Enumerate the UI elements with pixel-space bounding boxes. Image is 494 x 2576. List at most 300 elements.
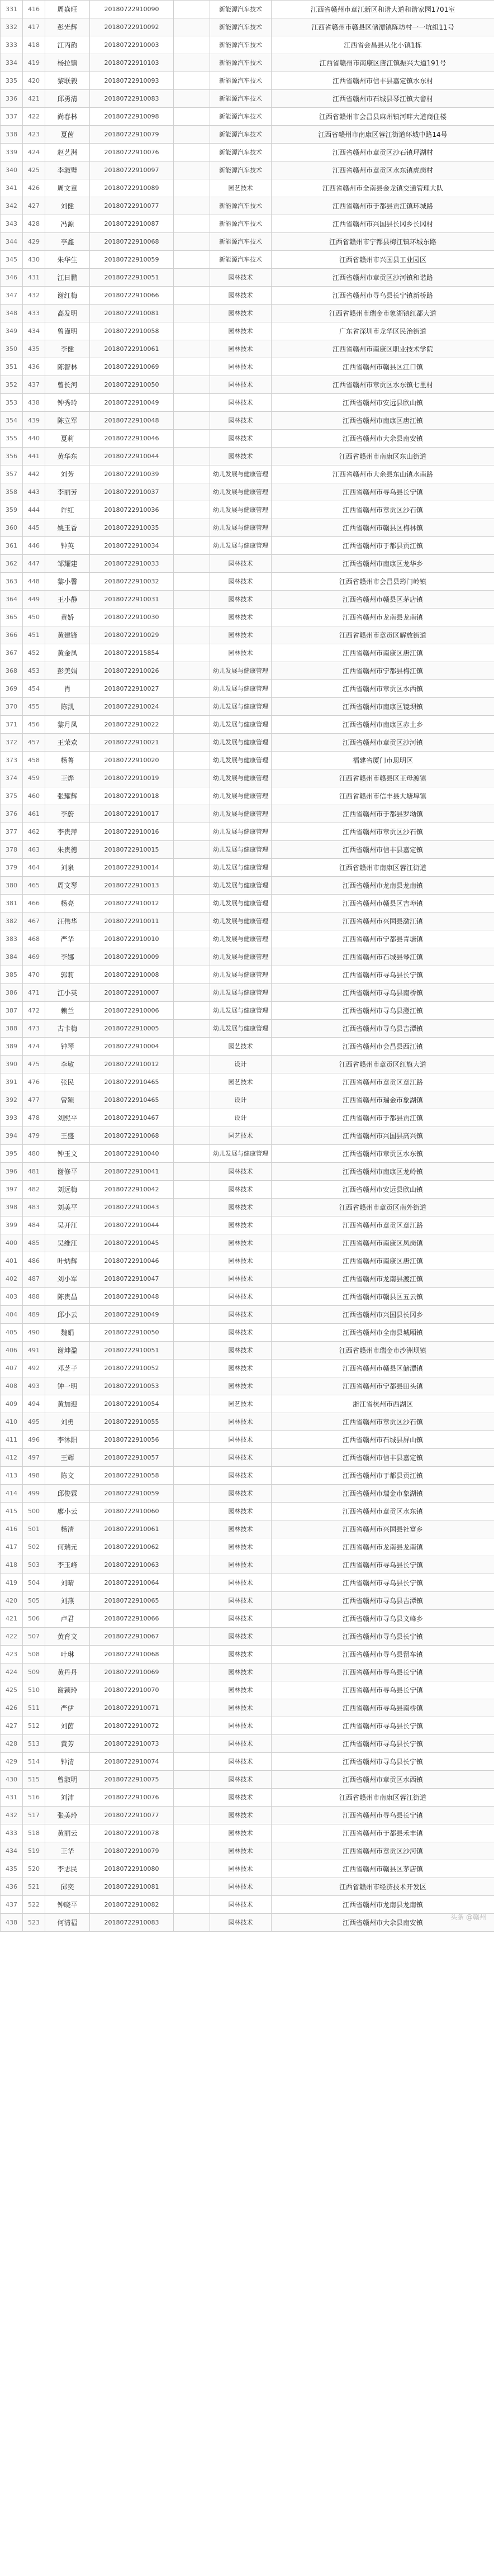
row-number: 432: [23, 287, 45, 305]
exam-subject: 园林技术: [210, 1485, 272, 1503]
candidate-name: 夏茵: [45, 126, 90, 144]
candidate-id: 20180722910103: [90, 54, 174, 72]
row-sequence: 354: [1, 412, 23, 430]
row-number: 460: [23, 787, 45, 805]
candidate-id: 20180722910048: [90, 1288, 174, 1306]
candidate-id: 20180722910022: [90, 716, 174, 734]
category: [174, 1556, 210, 1574]
table-row: [1, 1109, 494, 1127]
row-sequence: 370: [1, 698, 23, 716]
table-row: [1, 501, 494, 519]
table-row: [1, 1914, 494, 1932]
category: [174, 609, 210, 626]
candidate-id: 20180722910064: [90, 1574, 174, 1592]
category: [174, 1485, 210, 1503]
candidate-name: 李鑫: [45, 233, 90, 251]
row-sequence: 423: [1, 1646, 23, 1664]
candidate-name: 严伊: [45, 1699, 90, 1717]
candidate-id: 20180722910014: [90, 859, 174, 877]
candidate-address: 江西省赣州市寻乌县长宁镇: [272, 1556, 494, 1574]
roster-rows: [1, 1, 494, 1932]
table-row: [1, 430, 494, 448]
table-row: [1, 752, 494, 769]
candidate-address: 江西省赣州市信丰县嘉定镇水东村: [272, 72, 494, 90]
candidate-id: 20180722910035: [90, 519, 174, 537]
exam-subject: 幼儿发展与健康管理: [210, 662, 272, 680]
row-sequence: 403: [1, 1288, 23, 1306]
category: [174, 1216, 210, 1234]
table-row: [1, 1342, 494, 1360]
candidate-id: 20180722910465: [90, 1073, 174, 1091]
candidate-id: 20180722910030: [90, 609, 174, 626]
row-sequence: 432: [1, 1807, 23, 1824]
table-row: [1, 1306, 494, 1324]
candidate-name: 黄金凤: [45, 644, 90, 662]
candidate-address: 江西省赣州市瑞金市象湖镇红都大道: [272, 305, 494, 322]
candidate-name: 刘健: [45, 197, 90, 215]
table-row: [1, 1127, 494, 1145]
candidate-id: 20180722910081: [90, 305, 174, 322]
exam-subject: 园林技术: [210, 1199, 272, 1216]
row-number: 503: [23, 1556, 45, 1574]
candidate-id: 20180722910090: [90, 1, 174, 18]
table-row: [1, 197, 494, 215]
exam-subject: 园林技术: [210, 1646, 272, 1664]
exam-subject: 园林技术: [210, 1807, 272, 1824]
candidate-name: 陈立军: [45, 412, 90, 430]
exam-subject: 幼儿发展与健康管理: [210, 483, 272, 501]
exam-subject: 新能源汽车技术: [210, 161, 272, 179]
candidate-name: 邱奕: [45, 1878, 90, 1896]
candidate-name: 李健: [45, 340, 90, 358]
row-sequence: 401: [1, 1252, 23, 1270]
candidate-address: 江西省赣州市瑞金市象湖镇: [272, 1091, 494, 1109]
category: [174, 412, 210, 430]
candidate-address: 江西省赣州市章贡区沙石镇: [272, 823, 494, 841]
row-sequence: 422: [1, 1628, 23, 1646]
table-row: [1, 841, 494, 859]
category: [174, 108, 210, 126]
row-sequence: 433: [1, 1824, 23, 1842]
table-row: [1, 1753, 494, 1771]
row-sequence: 342: [1, 197, 23, 215]
category: [174, 1431, 210, 1449]
row-number: 514: [23, 1753, 45, 1771]
candidate-name: 李淑璧: [45, 161, 90, 179]
candidate-name: 王辉: [45, 1449, 90, 1467]
exam-subject: 园林技术: [210, 430, 272, 448]
row-number: 452: [23, 644, 45, 662]
candidate-name: 钟晓平: [45, 1896, 90, 1914]
table-row: [1, 36, 494, 54]
row-sequence: 362: [1, 555, 23, 573]
candidate-id: 20180722910060: [90, 1503, 174, 1520]
row-sequence: 398: [1, 1199, 23, 1216]
category: [174, 233, 210, 251]
row-number: 477: [23, 1091, 45, 1109]
candidate-name: 江丙韵: [45, 36, 90, 54]
category: [174, 1288, 210, 1306]
row-number: 479: [23, 1127, 45, 1145]
row-number: 491: [23, 1342, 45, 1360]
candidate-id: 20180722910042: [90, 1181, 174, 1199]
candidate-address: 江西省赣州市宁都县田头镇: [272, 1377, 494, 1395]
candidate-id: 20180722910083: [90, 90, 174, 108]
row-number: 478: [23, 1109, 45, 1127]
candidate-address: 江西省赣州市于都县贡江镇: [272, 1467, 494, 1485]
candidate-address: 江西省赣州市宁都县梅江镇: [272, 662, 494, 680]
candidate-address: 江西省赣州市章贡区水东镇: [272, 1145, 494, 1163]
row-number: 472: [23, 1002, 45, 1020]
row-sequence: 341: [1, 179, 23, 197]
row-sequence: 400: [1, 1234, 23, 1252]
table-row: [1, 179, 494, 197]
candidate-address: 江西省赣州市章贡区水东镇: [272, 1503, 494, 1520]
candidate-name: 杨亮: [45, 895, 90, 912]
category: [174, 144, 210, 161]
row-number: 462: [23, 823, 45, 841]
exam-subject: 幼儿发展与健康管理: [210, 716, 272, 734]
row-sequence: 425: [1, 1681, 23, 1699]
row-number: 443: [23, 483, 45, 501]
candidate-id: 20180722910076: [90, 1789, 174, 1807]
table-row: [1, 609, 494, 626]
row-number: 496: [23, 1431, 45, 1449]
category: [174, 465, 210, 483]
row-sequence: 420: [1, 1592, 23, 1610]
exam-subject: 园林技术: [210, 1699, 272, 1717]
exam-subject: 幼儿发展与健康管理: [210, 930, 272, 948]
candidate-address: 江西省赣州市石城县琴江镇: [272, 948, 494, 966]
candidate-name: 刘远梅: [45, 1181, 90, 1199]
table-row: [1, 1, 494, 18]
table-row: [1, 233, 494, 251]
row-sequence: 350: [1, 340, 23, 358]
table-row: [1, 948, 494, 966]
candidate-address: 江西省赣州市章贡区沙河镇: [272, 1842, 494, 1860]
row-number: 416: [23, 1, 45, 18]
category: [174, 573, 210, 591]
row-number: 467: [23, 912, 45, 930]
candidate-id: 20180722910046: [90, 1252, 174, 1270]
table-row: [1, 322, 494, 340]
category: [174, 1735, 210, 1753]
row-sequence: 390: [1, 1056, 23, 1073]
row-number: 440: [23, 430, 45, 448]
candidate-address: 江西省赣州市宁都县梅江镇环城东路: [272, 233, 494, 251]
candidate-address: 福建省厦门市思明区: [272, 752, 494, 769]
exam-subject: 园林技术: [210, 1520, 272, 1538]
row-number: 490: [23, 1324, 45, 1342]
candidate-address: 江西省赣州市寻乌县吉潭镇: [272, 1020, 494, 1038]
category: [174, 394, 210, 412]
row-sequence: 358: [1, 483, 23, 501]
candidate-name: 钟琴: [45, 1038, 90, 1056]
candidate-name: 姚玉香: [45, 519, 90, 537]
category: [174, 1, 210, 18]
candidate-name: 李丽芳: [45, 483, 90, 501]
row-number: 473: [23, 1020, 45, 1038]
exam-subject: 幼儿发展与健康管理: [210, 698, 272, 716]
exam-subject: 园林技术: [210, 644, 272, 662]
candidate-name: 李玉峰: [45, 1556, 90, 1574]
candidate-name: 赖兰: [45, 1002, 90, 1020]
candidate-id: 20180722910053: [90, 1377, 174, 1395]
exam-subject: 园艺技术: [210, 1038, 272, 1056]
exam-subject: 幼儿发展与健康管理: [210, 823, 272, 841]
candidate-id: 20180722910018: [90, 787, 174, 805]
category: [174, 1664, 210, 1681]
candidate-name: 彭光辉: [45, 18, 90, 36]
table-row: [1, 680, 494, 698]
exam-subject: 幼儿发展与健康管理: [210, 501, 272, 519]
table-row: [1, 1646, 494, 1664]
row-sequence: 411: [1, 1431, 23, 1449]
table-row: [1, 1824, 494, 1842]
category: [174, 501, 210, 519]
candidate-id: 20180722910039: [90, 465, 174, 483]
exam-subject: 新能源汽车技术: [210, 72, 272, 90]
table-row: [1, 1413, 494, 1431]
candidate-address: 江西省赣州市赣县区五云镇: [272, 1288, 494, 1306]
row-number: 507: [23, 1628, 45, 1646]
exam-subject: 幼儿发展与健康管理: [210, 859, 272, 877]
candidate-name: 许红: [45, 501, 90, 519]
candidate-name: 王荣欢: [45, 734, 90, 752]
exam-subject: 新能源汽车技术: [210, 126, 272, 144]
candidate-address: 江西省赣州市章贡区沙河镇: [272, 734, 494, 752]
candidate-address: 江西省赣州市南康区镜坝镇: [272, 698, 494, 716]
table-row: [1, 1878, 494, 1896]
category: [174, 1109, 210, 1127]
candidate-name: 刘小军: [45, 1270, 90, 1288]
candidate-name: 谢红梅: [45, 287, 90, 305]
candidate-id: 20180722910006: [90, 1002, 174, 1020]
row-number: 475: [23, 1056, 45, 1073]
row-number: 417: [23, 18, 45, 36]
table-row: [1, 1610, 494, 1628]
row-number: 518: [23, 1824, 45, 1842]
row-number: 493: [23, 1377, 45, 1395]
candidate-id: 20180722910048: [90, 412, 174, 430]
candidate-id: 20180722910098: [90, 108, 174, 126]
category: [174, 1449, 210, 1467]
candidate-id: 20180722910081: [90, 1878, 174, 1896]
table-row: [1, 1145, 494, 1163]
candidate-id: 20180722910026: [90, 662, 174, 680]
candidate-name: 黎小馨: [45, 573, 90, 591]
row-number: 434: [23, 322, 45, 340]
row-number: 505: [23, 1592, 45, 1610]
candidate-name: 李娜: [45, 948, 90, 966]
row-number: 522: [23, 1896, 45, 1914]
candidate-name: 周文琴: [45, 877, 90, 895]
candidate-id: 20180722910097: [90, 161, 174, 179]
row-number: 435: [23, 340, 45, 358]
row-number: 451: [23, 626, 45, 644]
candidate-address: 江西省赣州市瑞金市沙洲坝镇: [272, 1342, 494, 1360]
candidate-address: 江西省赣州市南康区蓉江街道: [272, 1789, 494, 1807]
category: [174, 1681, 210, 1699]
row-number: 461: [23, 805, 45, 823]
row-number: 510: [23, 1681, 45, 1699]
category: [174, 1360, 210, 1377]
candidate-address: 江西省赣州市兴国县长冈乡: [272, 1306, 494, 1324]
row-sequence: 372: [1, 734, 23, 752]
exam-subject: 园林技术: [210, 591, 272, 609]
candidate-address: 江西省赣州市安远县欣山镇: [272, 394, 494, 412]
exam-subject: 新能源汽车技术: [210, 90, 272, 108]
row-number: 427: [23, 197, 45, 215]
exam-subject: 幼儿发展与健康管理: [210, 877, 272, 895]
row-sequence: 410: [1, 1413, 23, 1431]
row-number: 437: [23, 376, 45, 394]
row-sequence: 434: [1, 1842, 23, 1860]
row-sequence: 381: [1, 895, 23, 912]
row-sequence: 431: [1, 1789, 23, 1807]
category: [174, 1306, 210, 1324]
table-row: [1, 161, 494, 179]
exam-subject: 园林技术: [210, 1538, 272, 1556]
exam-subject: 园林技术: [210, 1896, 272, 1914]
candidate-name: 曾谨明: [45, 322, 90, 340]
table-row: [1, 591, 494, 609]
candidate-address: 江西省赣州市龙南县龙南镇: [272, 609, 494, 626]
row-number: 495: [23, 1413, 45, 1431]
candidate-name: 黎联毅: [45, 72, 90, 90]
table-row: [1, 1789, 494, 1807]
candidate-name: 曾长河: [45, 376, 90, 394]
candidate-name: 邱俊霖: [45, 1485, 90, 1503]
exam-subject: 园林技术: [210, 1503, 272, 1520]
row-sequence: 419: [1, 1574, 23, 1592]
exam-subject: 园林技术: [210, 609, 272, 626]
category: [174, 90, 210, 108]
candidate-id: 20180722910050: [90, 1324, 174, 1342]
row-number: 466: [23, 895, 45, 912]
exam-subject: 园林技术: [210, 1306, 272, 1324]
candidate-id: 20180722910015: [90, 841, 174, 859]
candidate-id: 20180722910037: [90, 483, 174, 501]
candidate-id: 20180722910077: [90, 197, 174, 215]
category: [174, 752, 210, 769]
row-sequence: 385: [1, 966, 23, 984]
table-row: [1, 1091, 494, 1109]
category: [174, 591, 210, 609]
row-sequence: 357: [1, 465, 23, 483]
candidate-id: 20180722910079: [90, 1842, 174, 1860]
candidate-name: 杨清: [45, 1520, 90, 1538]
candidate-address: 江西省赣州市章贡区沙河镇和谐路: [272, 269, 494, 287]
row-number: 429: [23, 233, 45, 251]
table-row: [1, 1807, 494, 1824]
table-row: [1, 108, 494, 126]
candidate-id: 20180722910080: [90, 1860, 174, 1878]
table-row: [1, 412, 494, 430]
exam-subject: 园林技术: [210, 1771, 272, 1789]
row-sequence: 380: [1, 877, 23, 895]
row-number: 521: [23, 1878, 45, 1896]
row-sequence: 345: [1, 251, 23, 269]
category: [174, 251, 210, 269]
table-row: [1, 1020, 494, 1038]
row-sequence: 387: [1, 1002, 23, 1020]
row-number: 517: [23, 1807, 45, 1824]
table-row: [1, 769, 494, 787]
exam-subject: 园林技术: [210, 1878, 272, 1896]
row-sequence: 367: [1, 644, 23, 662]
exam-subject: 园林技术: [210, 1628, 272, 1646]
category: [174, 376, 210, 394]
candidate-address: 江西省赣州市南康区唐江镇振兴大道191号: [272, 54, 494, 72]
candidate-id: 20180722910077: [90, 1807, 174, 1824]
table-row: [1, 90, 494, 108]
candidate-name: 邱小云: [45, 1306, 90, 1324]
row-sequence: 391: [1, 1073, 23, 1091]
category: [174, 1717, 210, 1735]
table-row: [1, 555, 494, 573]
category: [174, 680, 210, 698]
exam-subject: 新能源汽车技术: [210, 1, 272, 18]
exam-subject: 园林技术: [210, 1735, 272, 1753]
candidate-address: 江西省赣州市寻乌县南桥镇: [272, 984, 494, 1002]
candidate-address: 江西省赣州市章贡区红旗大道: [272, 1056, 494, 1073]
candidate-name: 谢修平: [45, 1163, 90, 1181]
exam-subject: 幼儿发展与健康管理: [210, 805, 272, 823]
row-number: 489: [23, 1306, 45, 1324]
table-row: [1, 1520, 494, 1538]
exam-subject: 园林技术: [210, 269, 272, 287]
table-row: [1, 859, 494, 877]
exam-subject: 园艺技术: [210, 1073, 272, 1091]
table-row: [1, 644, 494, 662]
candidate-id: 20180722910027: [90, 680, 174, 698]
candidate-address: 江西省赣州市会昌县麻州镇河畔大道商住楼: [272, 108, 494, 126]
category: [174, 1807, 210, 1824]
category: [174, 841, 210, 859]
candidate-name: 李贵萍: [45, 823, 90, 841]
candidate-address: 江西省赣州市全南县城厢镇: [272, 1324, 494, 1342]
candidate-id: 20180722910003: [90, 36, 174, 54]
table-row: [1, 72, 494, 90]
candidate-id: 20180722910007: [90, 984, 174, 1002]
candidate-address: 江西省赣州市兴国县长冈乡长冈村: [272, 215, 494, 233]
candidate-address: 江西省赣州市寻乌县长宁镇: [272, 1628, 494, 1646]
row-number: 523: [23, 1914, 45, 1932]
candidate-id: 20180722910009: [90, 948, 174, 966]
row-sequence: 412: [1, 1449, 23, 1467]
table-row: [1, 1681, 494, 1699]
row-number: 439: [23, 412, 45, 430]
table-row: [1, 1574, 494, 1592]
candidate-id: 20180722910012: [90, 895, 174, 912]
row-sequence: 368: [1, 662, 23, 680]
exam-subject: 幼儿发展与健康管理: [210, 680, 272, 698]
candidate-name: 吴维江: [45, 1234, 90, 1252]
category: [174, 1789, 210, 1807]
exam-subject: 园林技术: [210, 1377, 272, 1395]
category: [174, 716, 210, 734]
category: [174, 1824, 210, 1842]
row-sequence: 428: [1, 1735, 23, 1753]
candidate-name: 钟清: [45, 1753, 90, 1771]
category: [174, 340, 210, 358]
table-row: [1, 1270, 494, 1288]
candidate-address: 江西省会昌县从化小镇1栋: [272, 36, 494, 54]
exam-subject: 新能源汽车技术: [210, 144, 272, 161]
table-row: [1, 358, 494, 376]
row-sequence: 336: [1, 90, 23, 108]
